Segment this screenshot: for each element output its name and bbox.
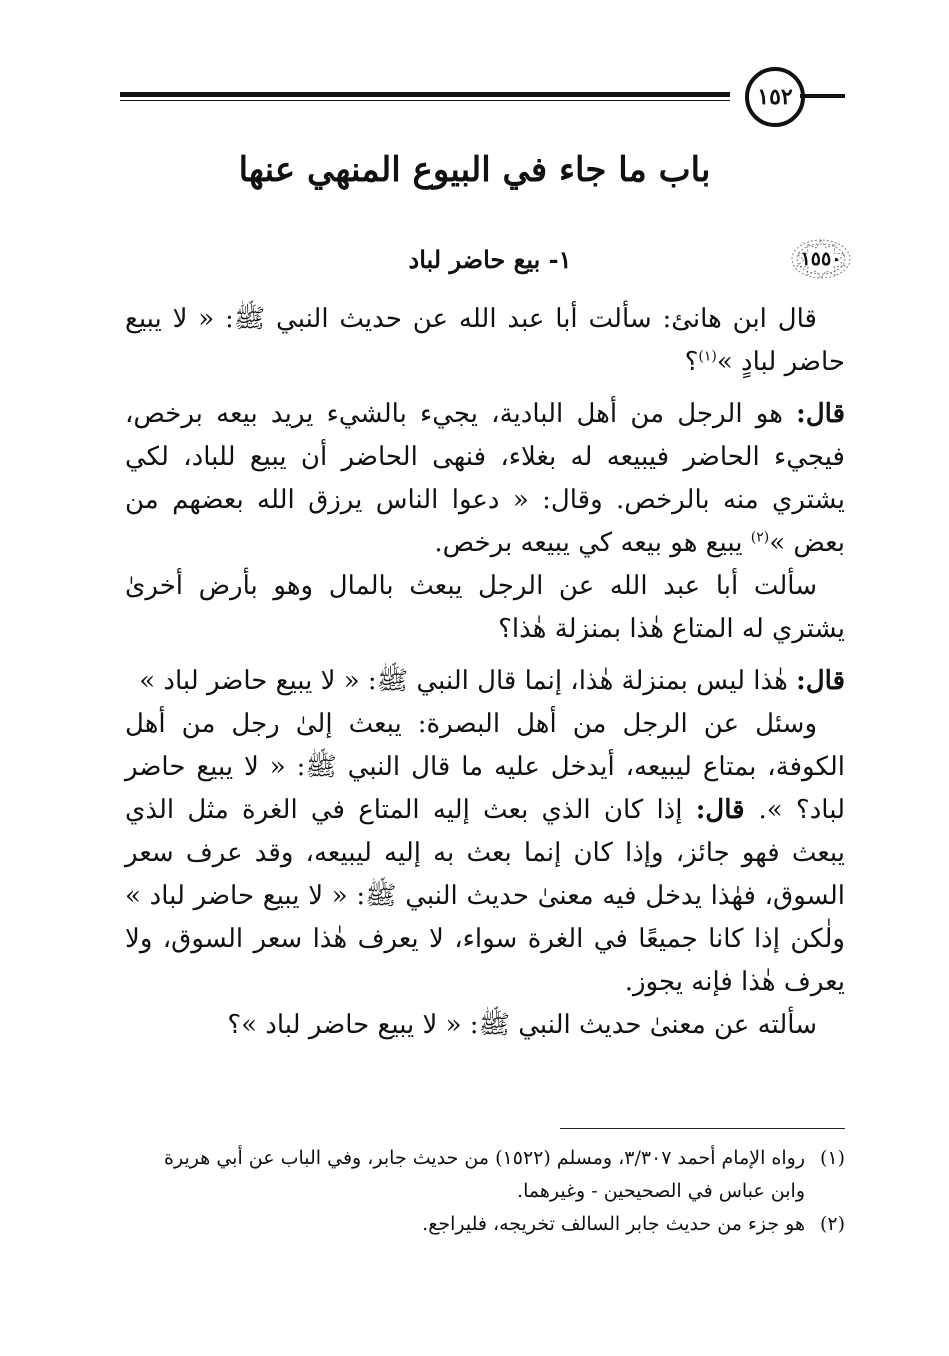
paragraph-text: سألت أبا عبد الله عن الرجل يبعث بالمال وهو بأرض أخرىٰ يشتري له المتاع هٰذا بمنزلة هٰذا؟ [125,571,845,644]
page-number-badge [745,67,805,127]
speaker-label: قال: [796,399,845,429]
speaker-label: قال: [695,795,759,825]
paragraph-text: قال ابن هانئ: سألت أبا عبد الله عن حديث النبي ﷺ: « لا يبيع حاضر لبادٍ » [125,304,845,377]
body-text [125,298,845,1047]
chapter-title: باب ما جاء في البيوع المنهي عنها [238,150,711,190]
section-ref-number: ١٥٥٠ [800,248,842,270]
footnote [125,1142,845,1208]
footnotes [125,1142,845,1241]
header-rule-thin [120,100,730,101]
paragraph-text: وسئل عن الرجل من أهل البصرة: يبعث إلىٰ رجل من أهل الكوفة، بمتاع ليبيعه، أيدخل عليه ما قال النبي ﷺ: « لا يبيع حاضر لباد؟ ». [125,709,845,825]
paragraph [125,393,845,565]
paragraph [125,298,845,384]
footnote-divider [560,1128,845,1129]
paragraph [125,565,845,651]
footnote [125,1208,845,1241]
paragraph [125,660,845,703]
footnote-text: هو جزء من حديث جابر السالف تخريجه، فليراجع. [422,1213,805,1235]
paragraph [125,703,845,1004]
paragraph-text: سألته عن معنىٰ حديث النبي ﷺ: « لا يبيع حاضر لباد »؟ [227,1010,817,1040]
footnote-ref: (١) [698,348,717,365]
paragraph-text: هٰذا ليس بمنزلة هٰذا، إنما قال النبي ﷺ: « لا يبيع حاضر لباد » [139,666,797,696]
paragraph-text: هو الرجل من أهل البادية، يجيء بالشيء يريد بيعه برخص، فيجيء الحاضر فيبيعه له بغلاء، فنهى الحاضر أن يبيع للباد، لكي يشتري منه بالرخص. وقال: « دعوا الناس يرزق الله بعضهم من بعض » [125,399,845,558]
header-rule-stub [800,94,845,98]
section-number-ornament [790,238,852,280]
paragraph-text: إذا كان الذي بعث إليه المتاع في الغرة مثل الذي يبعث فهو جائز، وإذا كان إنما بعث به إليه ليبيعه، وقد عرف سعر السوق، فهٰذا يدخل فيه معنىٰ حديث النبي ﷺ: « لا يبيع حاضر لباد » ولٰكن إذا كانا جميعًا في الغرة سواء، لا يعرف هٰذا سعر السوق، ولا يعرف هٰذا فإنه يجوز. [125,795,845,997]
section-title: ١- بيع حاضر لباد [408,245,572,274]
paragraph [125,1004,845,1047]
page-number: ١٥٢ [757,84,793,110]
paragraph-text: يبيع هو بيعه كي يبيعه برخص. [434,528,751,558]
footnote-ref: (٢) [750,529,770,546]
footnote-number: (٢) [819,1213,845,1235]
speaker-label: قال: [796,666,845,696]
footnote-number: (١) [819,1147,845,1169]
footnote-text: رواه الإمام أحمد ٣/٣٠٧، ومسلم (١٥٢٢) من حديث جابر، وفي الباب عن أبي هريرة وابن عباس في الصحيحين - وغيرهما. [164,1147,805,1202]
paragraph-text: ؟ [684,347,699,377]
header-rule [120,92,730,97]
